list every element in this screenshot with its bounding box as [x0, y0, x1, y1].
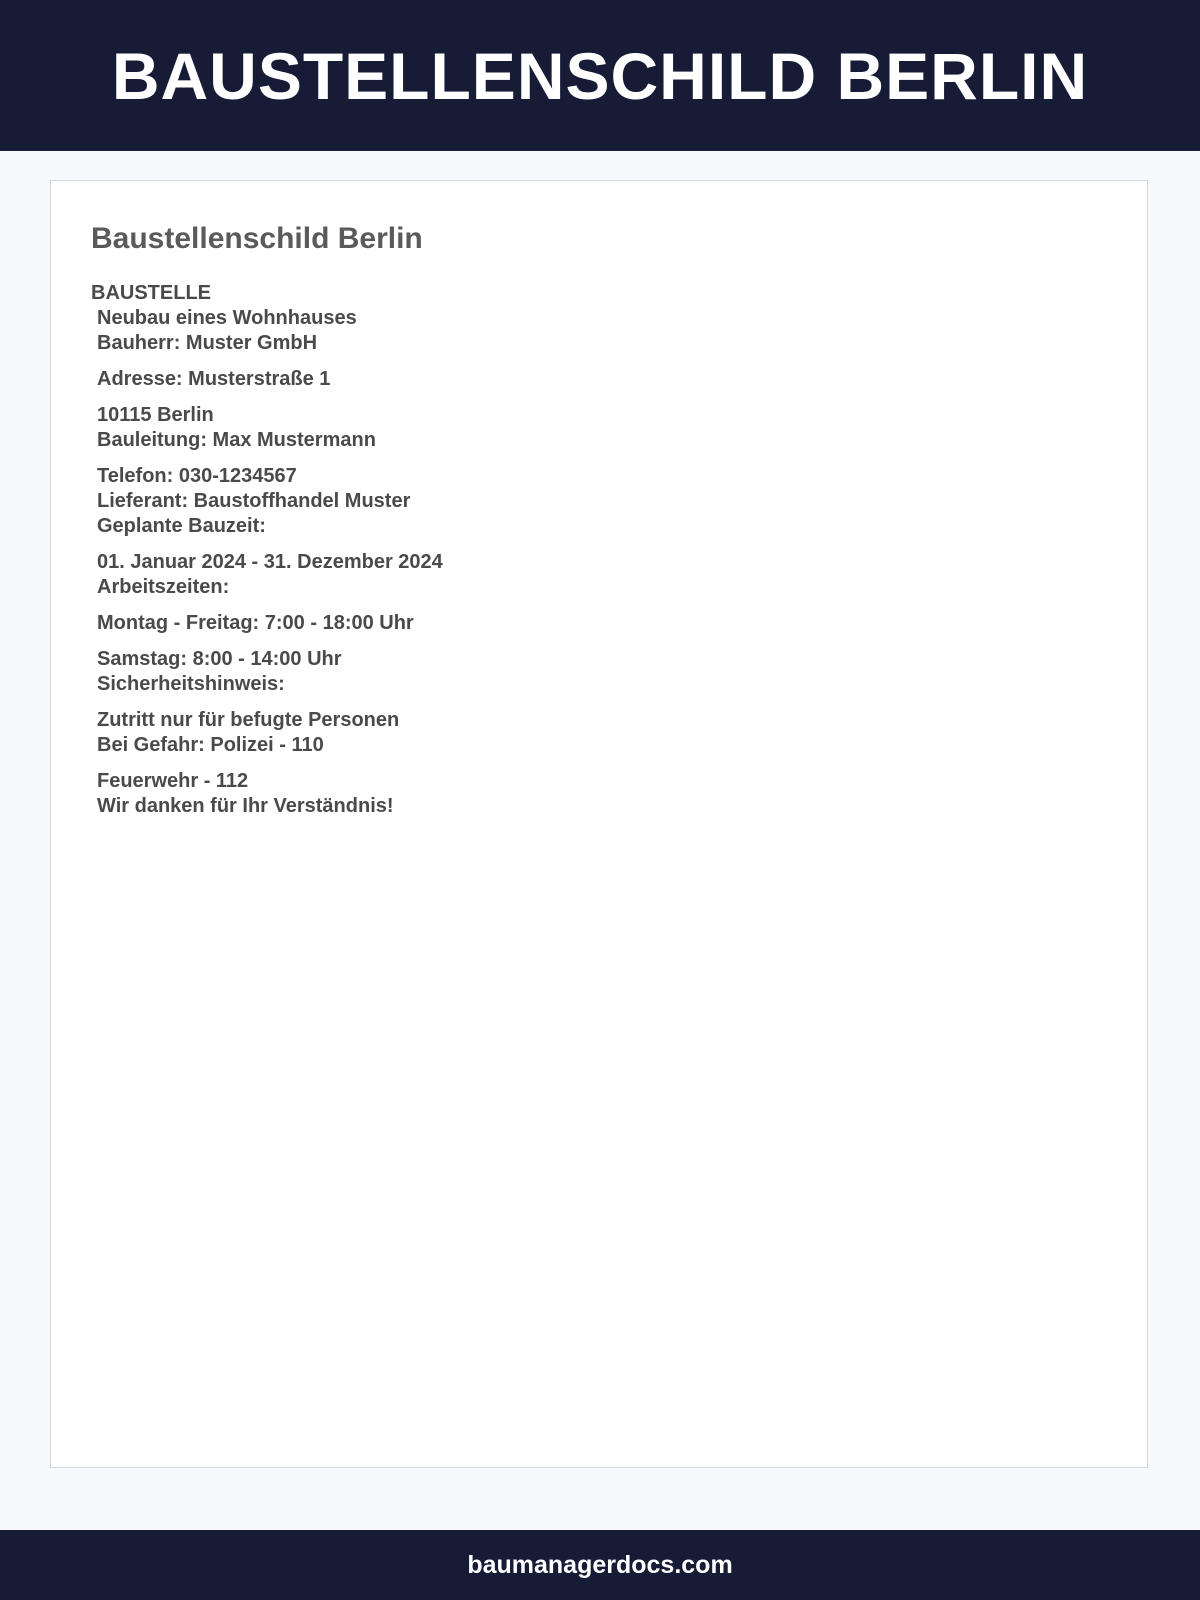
text-line: Adresse: Musterstraße 1 [97, 368, 331, 390]
text-block [91, 611, 443, 636]
text-block [91, 367, 443, 392]
sign-lead: BAUSTELLE [91, 282, 211, 304]
header-title: BAUSTELLENSCHILD BERLIN [111, 38, 1089, 113]
text-block [91, 708, 443, 758]
text-line: Montag - Freitag: 7:00 - 18:00 Uhr [97, 612, 414, 634]
text-line: Geplante Bauzeit: [97, 515, 266, 537]
text-block [91, 550, 443, 600]
sign-content [91, 281, 443, 819]
text-block [91, 403, 443, 453]
text-line: Bauleitung: Max Mustermann [97, 429, 376, 451]
text-line: Bauherr: Muster GmbH [97, 332, 318, 354]
text-block [91, 464, 443, 539]
text-line: Bei Gefahr: Polizei - 110 [97, 734, 324, 756]
text-line: 10115 Berlin [97, 404, 214, 426]
text-line: Samstag: 8:00 - 14:00 Uhr [97, 648, 342, 670]
page-header [0, 0, 1200, 151]
text-line: Lieferant: Baustoffhandel Muster [97, 490, 411, 512]
text-line: Sicherheitshinweis: [97, 673, 285, 695]
text-line: Telefon: 030-1234567 [97, 465, 297, 487]
footer-domain[interactable]: baumanagerdocs.com [467, 1550, 733, 1579]
page-footer [0, 1530, 1200, 1600]
text-line: Zutritt nur für befugte Personen [97, 709, 400, 731]
text-block [91, 769, 443, 819]
text-block [91, 647, 443, 697]
document-card [50, 180, 1148, 1468]
card-title: Baustellenschild Berlin [91, 222, 423, 255]
text-line: Feuerwehr - 112 [97, 770, 249, 792]
text-line: Neubau eines Wohnhauses [97, 307, 357, 329]
text-line: Wir danken für Ihr Verständnis! [97, 795, 394, 817]
text-line: Arbeitszeiten: [97, 576, 230, 598]
text-block [91, 306, 443, 356]
text-line: 01. Januar 2024 - 31. Dezember 2024 [97, 551, 443, 573]
